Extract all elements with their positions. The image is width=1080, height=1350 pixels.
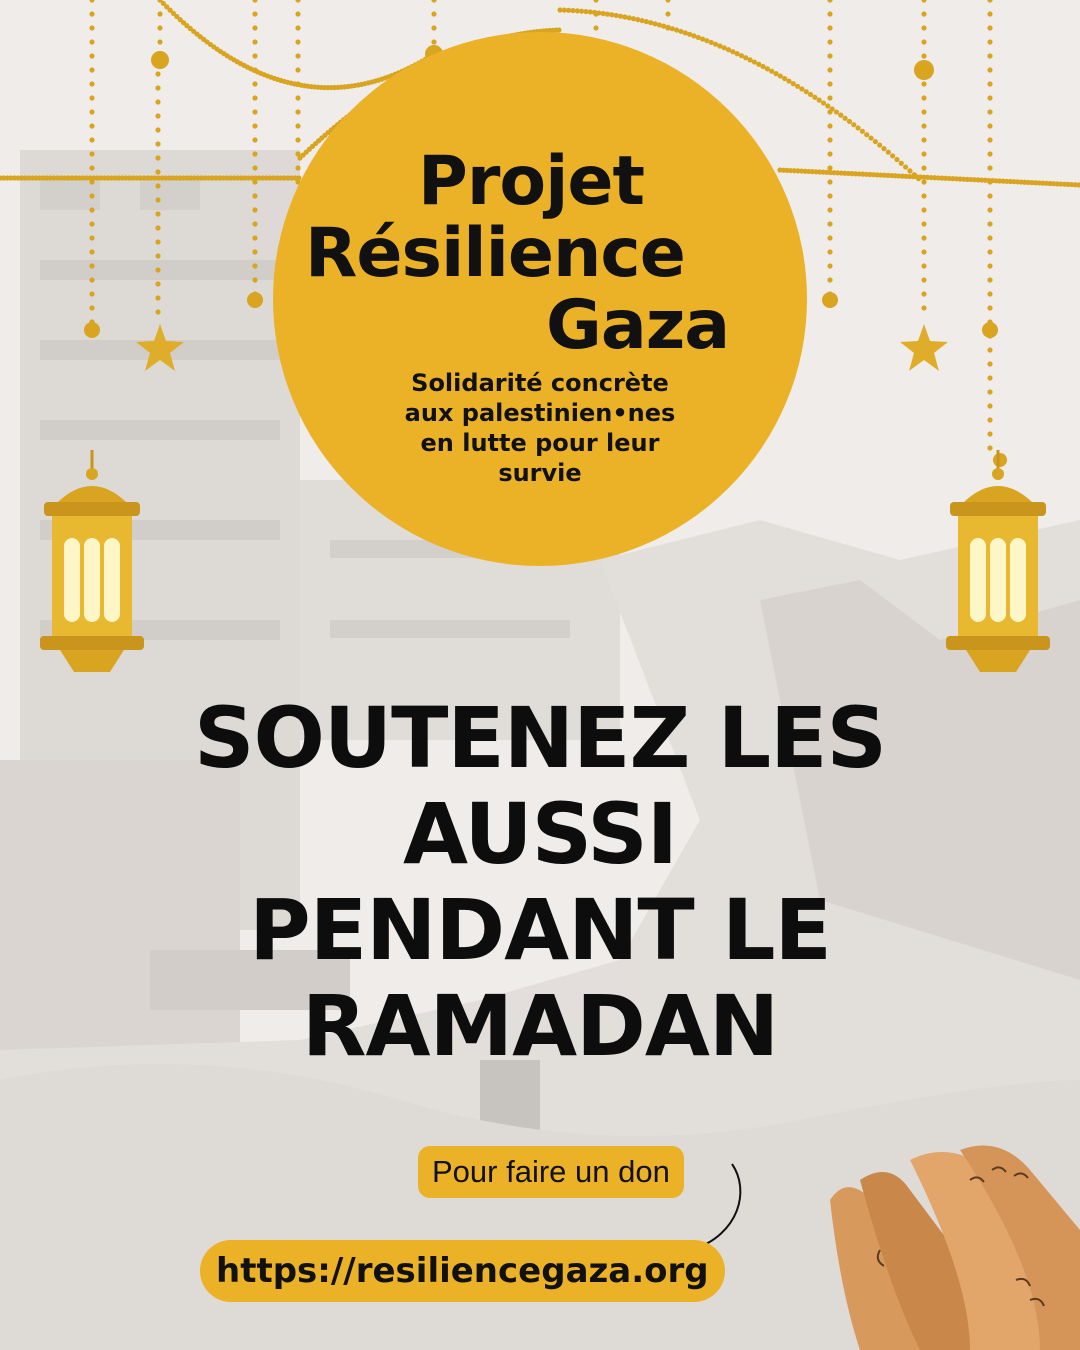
garland-dot bbox=[295, 137, 300, 142]
garland-dot bbox=[921, 81, 926, 86]
garland-dot bbox=[987, 165, 992, 170]
garland-dot bbox=[252, 277, 257, 282]
garland-dot bbox=[890, 153, 895, 158]
subtitle-line: Solidarité concrète bbox=[411, 369, 669, 397]
garland-dot bbox=[921, 249, 926, 254]
garland-dot bbox=[881, 146, 886, 151]
garland-dot bbox=[830, 106, 835, 111]
garland-dot bbox=[827, 193, 832, 198]
garland-dot bbox=[907, 168, 912, 173]
garland-dot bbox=[827, 81, 832, 86]
garland-dot bbox=[155, 239, 160, 244]
garland-dot bbox=[987, 417, 992, 422]
garland-dot bbox=[921, 277, 926, 282]
garland-dot bbox=[827, 25, 832, 30]
headline-line: RAMADAN bbox=[301, 977, 779, 1075]
garland-dot bbox=[987, 123, 992, 128]
garland-dot bbox=[827, 67, 832, 72]
garland-dot bbox=[860, 129, 865, 134]
garland-dot bbox=[155, 85, 160, 90]
praying-hands-icon bbox=[820, 1140, 1080, 1350]
garland-dot bbox=[295, 67, 300, 72]
garland-dot bbox=[89, 249, 94, 254]
garland-dot bbox=[157, 39, 162, 44]
garland-dot bbox=[827, 39, 832, 44]
garland-dot bbox=[987, 137, 992, 142]
garland-dot bbox=[252, 221, 257, 226]
garland-dot bbox=[921, 263, 926, 268]
garland-dot bbox=[921, 123, 926, 128]
garland-dot bbox=[89, 0, 94, 3]
garland-dot bbox=[921, 179, 926, 184]
garland-dot bbox=[155, 155, 160, 160]
subtitle-line: aux palestinien•nes bbox=[404, 399, 676, 427]
garland-dot bbox=[987, 249, 992, 254]
garland-dot bbox=[157, 25, 162, 30]
garland-dot bbox=[252, 53, 257, 58]
subtitle bbox=[340, 368, 740, 488]
garland-dot bbox=[987, 431, 992, 436]
garland-dot bbox=[252, 193, 257, 198]
garland-dot bbox=[987, 207, 992, 212]
garland-dot bbox=[155, 295, 160, 300]
donation-link[interactable]: https://resiliencegaza.org bbox=[200, 1240, 725, 1302]
garland-dot bbox=[864, 132, 869, 137]
garland-dot bbox=[827, 95, 832, 100]
garland-dot bbox=[847, 119, 852, 124]
garland-dot bbox=[899, 161, 904, 166]
garland-dot bbox=[665, 11, 670, 16]
donate-label: Pour faire un don bbox=[418, 1146, 684, 1198]
headline bbox=[60, 690, 1020, 1074]
garland-dot bbox=[987, 221, 992, 226]
garland-dot bbox=[987, 151, 992, 156]
garland-dot bbox=[827, 207, 832, 212]
garland-dot bbox=[252, 165, 257, 170]
garland-dot bbox=[252, 137, 257, 142]
garland-dot bbox=[987, 67, 992, 72]
garland-dot bbox=[155, 141, 160, 146]
garland-dot bbox=[89, 151, 94, 156]
garland-dot bbox=[295, 39, 300, 44]
garland-dot bbox=[665, 0, 670, 3]
star-icon bbox=[898, 322, 950, 374]
garland-dot bbox=[987, 375, 992, 380]
garland-dot bbox=[987, 347, 992, 352]
lantern-icon bbox=[30, 450, 154, 680]
garland-dot bbox=[635, 17, 640, 22]
garland-dot bbox=[877, 142, 882, 147]
garland-dot bbox=[155, 309, 160, 314]
garland-dot bbox=[155, 169, 160, 174]
garland-dot bbox=[873, 139, 878, 144]
subtitle-line: survie bbox=[498, 459, 582, 487]
garland-dot bbox=[614, 13, 619, 18]
garland-dot bbox=[252, 11, 257, 16]
garland-dot bbox=[155, 71, 160, 76]
garland-dot bbox=[295, 11, 300, 16]
garland-dot bbox=[252, 123, 257, 128]
garland-dot bbox=[894, 157, 899, 162]
garland-dot bbox=[252, 39, 257, 44]
garland-dot bbox=[89, 95, 94, 100]
garland-dot bbox=[987, 305, 992, 310]
garland-dot bbox=[921, 221, 926, 226]
garland-dot bbox=[295, 95, 300, 100]
garland-dot bbox=[987, 403, 992, 408]
garland-dot bbox=[921, 235, 926, 240]
garland-dot bbox=[851, 122, 856, 127]
star-icon bbox=[134, 322, 186, 374]
garland-dot bbox=[89, 67, 94, 72]
garland-dot bbox=[252, 207, 257, 212]
garland-dot bbox=[921, 53, 926, 58]
garland-dot bbox=[921, 11, 926, 16]
garland-dot bbox=[827, 249, 832, 254]
garland-dot bbox=[821, 100, 826, 105]
crescent-moon-icon bbox=[776, 430, 868, 522]
garland-dot bbox=[89, 81, 94, 86]
garland-dot bbox=[921, 95, 926, 100]
garland-dot bbox=[252, 249, 257, 254]
garland-dot bbox=[622, 14, 627, 19]
garland-dot bbox=[987, 25, 992, 30]
garland-dot bbox=[295, 165, 300, 170]
garland-dot bbox=[827, 11, 832, 16]
garland-dot bbox=[89, 39, 94, 44]
garland-dot bbox=[431, 0, 436, 3]
garland-dot bbox=[808, 92, 813, 97]
garland-dot bbox=[89, 137, 94, 142]
garland-dot bbox=[89, 25, 94, 30]
garland-dot bbox=[89, 193, 94, 198]
title-line-2: Résilience bbox=[305, 214, 685, 293]
garland-dot bbox=[987, 263, 992, 268]
garland-dot bbox=[252, 235, 257, 240]
garland-dot bbox=[987, 11, 992, 16]
garland-dot bbox=[782, 76, 787, 81]
garland-dot bbox=[593, 25, 598, 30]
garland-dot bbox=[295, 53, 300, 58]
garland-dot bbox=[155, 211, 160, 216]
garland-dot bbox=[827, 53, 832, 58]
garland-dot bbox=[987, 53, 992, 58]
garland-dot bbox=[827, 123, 832, 128]
garland-dot bbox=[252, 81, 257, 86]
headline-line: PENDANT LE bbox=[249, 881, 831, 979]
garland-dot bbox=[799, 86, 804, 91]
garland-dot bbox=[786, 78, 791, 83]
title-line-3: Gaza bbox=[546, 286, 730, 365]
garland-dot bbox=[812, 95, 817, 100]
garland-dot bbox=[155, 267, 160, 272]
garland-dot bbox=[834, 109, 839, 114]
garland-dot bbox=[827, 179, 832, 184]
garland-dot bbox=[89, 235, 94, 240]
garland-dot bbox=[295, 109, 300, 114]
headline-line: AUSSI bbox=[402, 785, 678, 883]
garland-dot bbox=[155, 183, 160, 188]
garland-dot bbox=[843, 116, 848, 121]
garland-dot bbox=[868, 135, 873, 140]
garland-dot bbox=[89, 277, 94, 282]
garland-dot bbox=[431, 39, 436, 44]
garland-dot bbox=[155, 253, 160, 258]
garland-dot bbox=[822, 292, 838, 308]
garland-dot bbox=[252, 263, 257, 268]
garland-dot bbox=[804, 89, 809, 94]
garland-dot bbox=[151, 51, 169, 69]
garland-dot bbox=[987, 361, 992, 366]
garland-dot bbox=[155, 127, 160, 132]
garland-dot bbox=[84, 322, 100, 338]
garland-dot bbox=[89, 221, 94, 226]
garland-dot bbox=[89, 291, 94, 296]
garland-dot bbox=[825, 103, 830, 108]
garland-dot bbox=[987, 389, 992, 394]
garland-dot bbox=[295, 0, 300, 3]
garland-dot bbox=[791, 81, 796, 86]
garland-dot bbox=[155, 197, 160, 202]
garland-dot bbox=[155, 99, 160, 104]
garland-dot bbox=[855, 125, 860, 130]
garland-dot bbox=[295, 25, 300, 30]
garland-dot bbox=[987, 81, 992, 86]
garland-dot bbox=[89, 305, 94, 310]
garland-dot bbox=[247, 292, 263, 308]
garland-dot bbox=[921, 305, 926, 310]
garland-dot bbox=[252, 109, 257, 114]
garland-dot bbox=[987, 0, 992, 3]
garland-dot bbox=[639, 18, 644, 23]
garland-dot bbox=[921, 193, 926, 198]
garland-dot bbox=[838, 113, 843, 118]
garland-dot bbox=[987, 277, 992, 282]
garland-dot bbox=[921, 137, 926, 142]
garland-dot bbox=[631, 16, 636, 21]
garland-dot bbox=[157, 11, 162, 16]
garland-dot bbox=[827, 221, 832, 226]
garland-dot bbox=[827, 0, 832, 3]
garland-dot bbox=[252, 25, 257, 30]
garland-dot bbox=[921, 25, 926, 30]
garland-dot bbox=[987, 291, 992, 296]
garland-dot bbox=[431, 25, 436, 30]
garland-dot bbox=[827, 277, 832, 282]
garland-dot bbox=[155, 281, 160, 286]
garland-dot bbox=[987, 95, 992, 100]
garland-dot bbox=[921, 109, 926, 114]
headline-line: SOUTENEZ LES bbox=[193, 689, 887, 787]
lantern-icon bbox=[936, 450, 1060, 680]
garland-dot bbox=[89, 123, 94, 128]
garland-dot bbox=[921, 165, 926, 170]
garland-dot bbox=[987, 39, 992, 44]
garland-dot bbox=[89, 263, 94, 268]
garland-dot bbox=[89, 109, 94, 114]
garland-dot bbox=[89, 165, 94, 170]
garland-dot bbox=[795, 84, 800, 89]
garland-dot bbox=[89, 53, 94, 58]
garland-dot bbox=[431, 11, 436, 16]
garland-dot bbox=[914, 60, 934, 80]
garland-dot bbox=[252, 95, 257, 100]
garland-dot bbox=[817, 98, 822, 103]
garland-dot bbox=[827, 165, 832, 170]
garland-dot bbox=[987, 235, 992, 240]
garland-dot bbox=[827, 235, 832, 240]
garland-dot bbox=[593, 0, 598, 3]
garland-dot bbox=[295, 123, 300, 128]
subtitle-line: en lutte pour leur bbox=[420, 429, 660, 457]
garland-dot bbox=[155, 225, 160, 230]
garland-dot bbox=[827, 137, 832, 142]
garland-dot bbox=[618, 14, 623, 19]
garland-dot bbox=[921, 151, 926, 156]
garland-dot bbox=[252, 151, 257, 156]
garland-dot bbox=[644, 19, 649, 24]
garland-dot bbox=[987, 193, 992, 198]
garland-dot bbox=[903, 164, 908, 169]
garland-dot bbox=[921, 0, 926, 3]
garland-dot bbox=[982, 322, 998, 338]
garland-dot bbox=[627, 15, 632, 20]
title-line-1: Projet bbox=[418, 142, 645, 221]
garland-dot bbox=[89, 207, 94, 212]
crescent-moon-icon bbox=[218, 432, 310, 524]
garland-dot bbox=[252, 0, 257, 3]
garland-dot bbox=[921, 207, 926, 212]
garland-dot bbox=[827, 151, 832, 156]
garland-dot bbox=[886, 150, 891, 155]
garland-dot bbox=[921, 291, 926, 296]
garland-dot bbox=[987, 109, 992, 114]
garland-dot bbox=[155, 113, 160, 118]
garland-dot bbox=[921, 39, 926, 44]
garland-dot bbox=[827, 263, 832, 268]
garland-dot bbox=[89, 11, 94, 16]
